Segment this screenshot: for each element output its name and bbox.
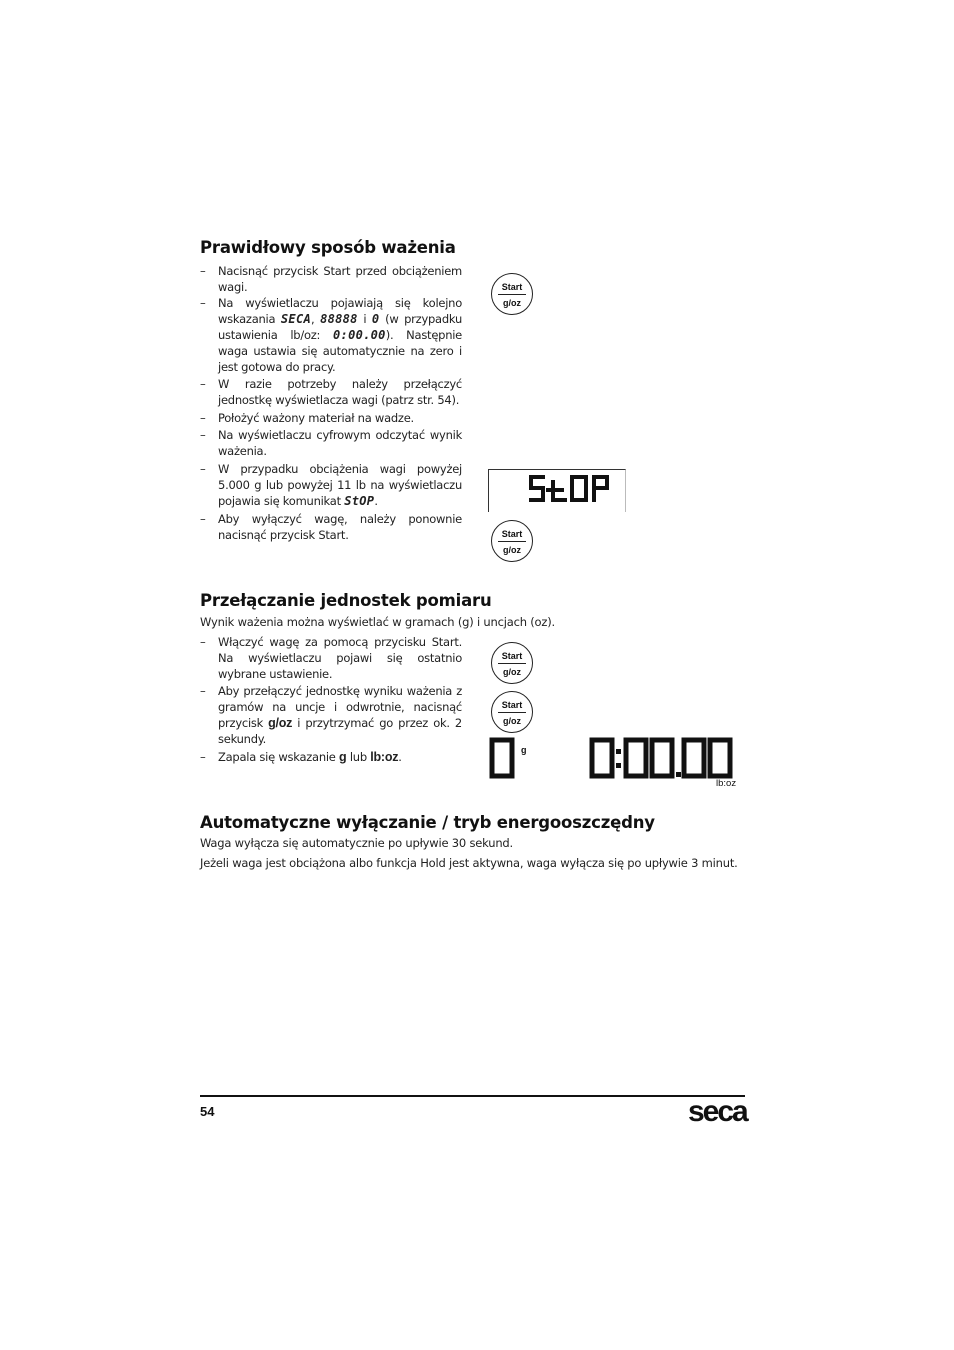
- stop-display-text: StOP: [488, 469, 491, 470]
- goz-button-label: g/oz: [268, 716, 293, 730]
- start-button[interactable]: Start g/oz: [491, 642, 533, 684]
- list-item: – Zapala się wskazanie g lub lb:oz.: [200, 749, 462, 765]
- start-button[interactable]: Start g/oz: [491, 520, 533, 562]
- autooff-paragraph: Jeżeli waga jest obciążona albo funkcja Hold jest aktywna, waga wyłącza się po upływie 3 minut.: [200, 856, 738, 870]
- stop-display: [488, 469, 628, 514]
- list-item: – W razie potrzeby należy przełączyć jednostkę wyświetlacza wagi (patrz str. 54).: [200, 376, 462, 408]
- list-item: – W przypadku obciążenia wagi powyżej 5.000 g lub powyżej 11 lb na wyświetlaczu pojawia się komunikat StOP.: [200, 461, 462, 509]
- goz-button[interactable]: Start g/oz: [491, 691, 533, 733]
- grams-indicator-label: g: [339, 750, 347, 764]
- list-item: – Na wyświetlaczu pojawiają się kolejno wskazania SECA, 88888 i 0 (w przypadku ustawienia lb/oz: 0:00.00). Następnie waga ustawia się automatycznie na zero i jest gotowa do pracy.: [200, 295, 462, 375]
- lboz-display-code: 0:00.00: [333, 328, 386, 342]
- grams-unit-label: g: [521, 745, 527, 755]
- list-item: – Położyć ważony materiał na wadze.: [200, 410, 462, 426]
- zero-display-code: 0: [371, 312, 380, 326]
- section-heading-weighing: Prawidłowy sposób ważenia: [200, 238, 456, 257]
- stop-display-code: StOP: [344, 494, 375, 508]
- start-button[interactable]: Start g/oz: [491, 273, 533, 315]
- grams-display: [488, 736, 518, 781]
- list-item: – Nacisnąć przycisk Start przed obciążeniem wagi.: [200, 263, 462, 295]
- list-item: – Aby przełączyć jednostkę wyniku ważenia z gramów na uncje i odwrotnie, nacisnąć przycisk g/oz i przytrzymać go przez ok. 2 sekundy.: [200, 683, 462, 747]
- section-heading-autooff: Automatyczne wyłączanie / tryb energooszczędny: [200, 813, 655, 832]
- lboz-indicator-label: lb:oz: [370, 750, 399, 764]
- footer-divider: [200, 1095, 745, 1097]
- autooff-paragraph: Waga wyłącza się automatycznie po upływie 30 sekund.: [200, 836, 513, 850]
- list-item: – Na wyświetlaczu cyfrowym odczytać wynik ważenia.: [200, 427, 462, 459]
- test-display-code: 88888: [320, 312, 358, 326]
- lboz-unit-label: lb:oz: [716, 778, 737, 789]
- page-number: 54: [200, 1104, 215, 1119]
- list-item: – Aby wyłączyć wagę, należy ponownie nacisnąć przycisk Start.: [200, 511, 462, 543]
- units-steps-list: [200, 634, 462, 765]
- section-heading-units: Przełączanie jednostek pomiaru: [200, 591, 492, 610]
- weighing-steps-list: [200, 263, 462, 543]
- seca-logo: seca: [688, 1095, 747, 1128]
- units-intro: Wynik ważenia można wyświetlać w gramach (g) i uncjach (oz).: [200, 615, 555, 629]
- lboz-display: [588, 736, 734, 781]
- seca-display-code: SECA: [280, 312, 312, 326]
- list-item: – Włączyć wagę za pomocą przycisku Start. Na wyświetlaczu pojawi się ostatnio wybrane ustawienie.: [200, 634, 462, 682]
